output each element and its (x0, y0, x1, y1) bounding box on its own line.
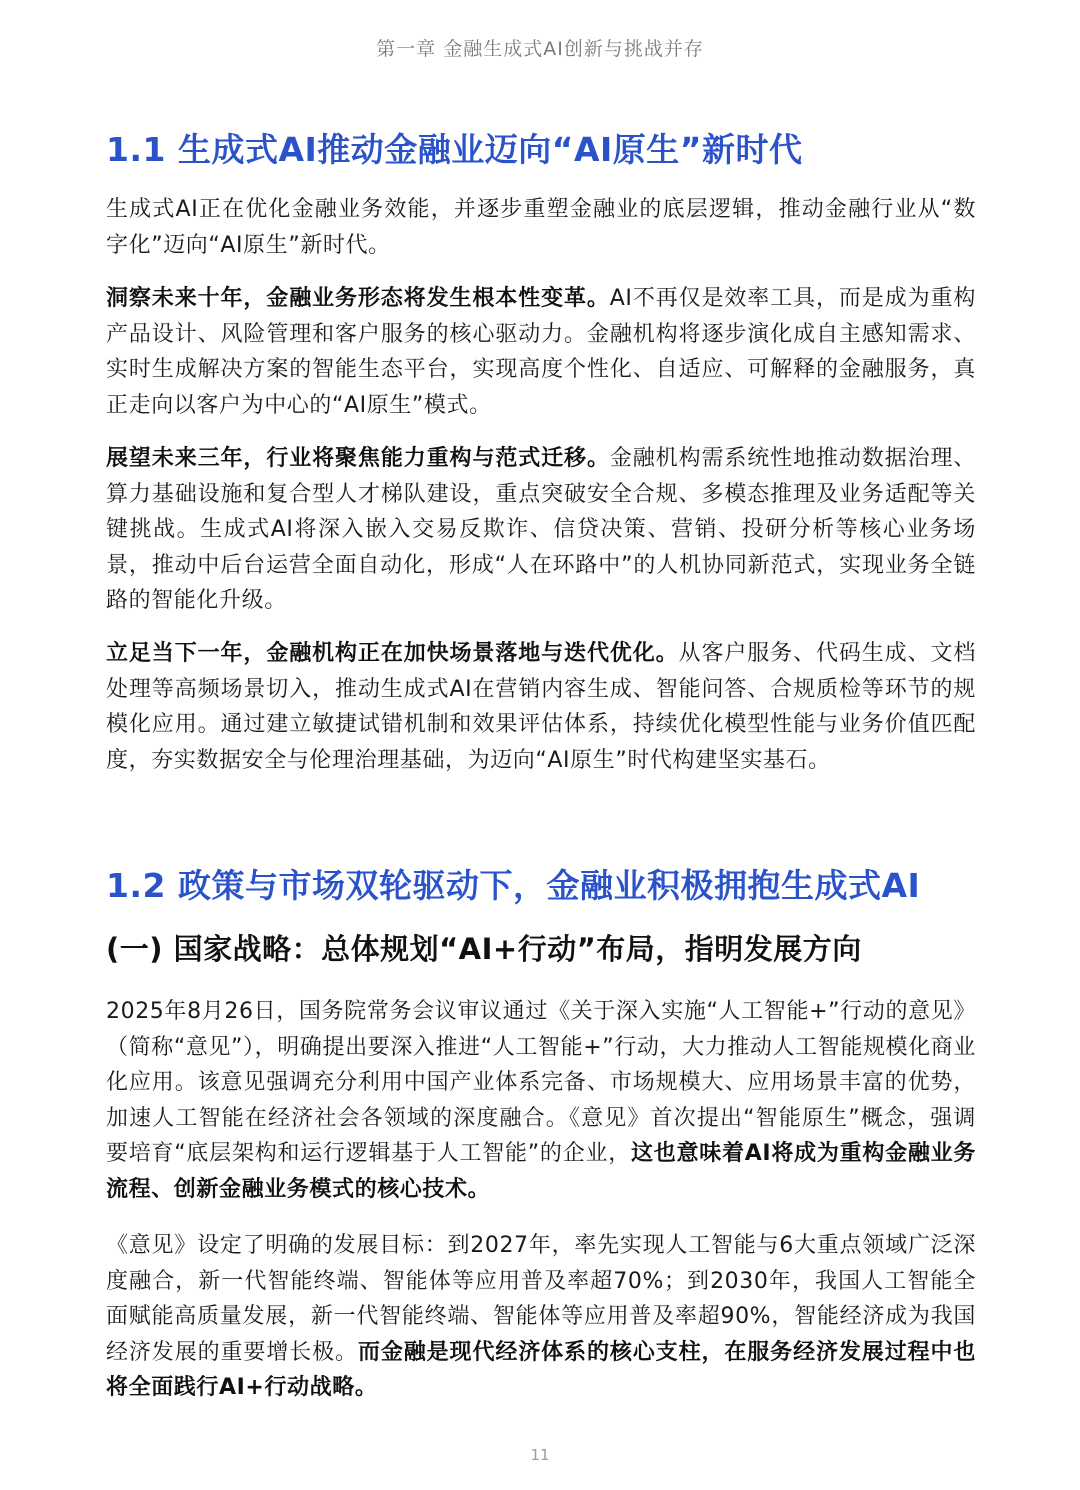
policy-bold: 这也意味着AI将成为重构金融业务流程、创新金融业务模式的核心技术。 (106, 1141, 976, 1202)
intro-text: 生成式AI正在优化金融业务效能，并逐步重塑金融业的底层逻辑，推动金融行业从“数字化”迈向“AI原生”新时代。 (106, 197, 976, 258)
paragraph-intro (106, 192, 976, 263)
policy-body: 2025年8月26日，国务院常务会议审议通过《关于深入实施“人工智能+”行动的意见》（简称“意见”），明确提出要深入推进“人工智能+”行动，大力推动人工智能规模化商业化应用。该意见强调充分利用中国产业体系完备、市场规模大、应用场景丰富的优势，加速人工智能在经济社会各领域的深度融合。《意见》首次提出“智能原生”概念，强调要培育“底层架构和运行逻辑基于人工智能”的企业， (106, 999, 976, 1166)
ten-years-body: AI不再仅是效率工具，而是成为重构产品设计、风险管理和客户服务的核心驱动力。金融机构将逐步演化成自主感知需求、实时生成解决方案的智能生态平台，实现高度个性化、自适应、可解释的金融服务，真正走向以客户为中心的“AI原生”模式。 (106, 286, 976, 418)
goals-bold: 而金融是现代经济体系的核心支柱，在服务经济发展过程中也将全面践行AI+行动战略。 (106, 1339, 977, 1400)
one-year-text (106, 636, 976, 778)
section-heading-1-1: 1.1 生成式AI推动金融业迈向“AI原生”新时代 (106, 130, 803, 169)
paragraph-one-year (106, 636, 976, 778)
paragraph-policy (106, 994, 976, 1207)
ten-years-text (106, 281, 976, 423)
paragraph-ten-years (106, 281, 976, 423)
three-years-text (106, 441, 976, 619)
one-year-lead: 立足当下一年，金融机构正在加快场景落地与迭代优化。 (106, 641, 679, 666)
goals-body: 《意见》设定了明确的发展目标：到2027年，率先实现人工智能与6大重点领域广泛深度融合，新一代智能终端、智能体等应用普及率超70%；到2030年，我国人工智能全面赋能高质量发展，新一代智能终端、智能体等应用普及率超90%，智能经济成为我国经济发展的重要增长极。 (106, 1233, 976, 1365)
section-heading-1-2: 1.2 政策与市场双轮驱动下，金融业积极拥抱生成式AI (106, 866, 921, 905)
one-year-body: 从客户服务、代码生成、文档处理等高频场景切入，推动生成式AI在营销内容生成、智能问答、合规质检等环节的规模化应用。通过建立敏捷试错机制和效果评估体系，持续优化模型性能与业务价值匹配度，夯实数据安全与伦理治理基础，为迈向“AI原生”时代构建坚实基石。 (106, 641, 976, 773)
paragraph-three-years (106, 441, 976, 619)
three-years-body: 金融机构需系统性地推动数据治理、算力基础设施和复合型人才梯队建设，重点突破安全合规、多模态推理及业务适配等关键挑战。生成式AI将深入嵌入交易反欺诈、信贷决策、营销、投研分析等核心业务场景，推动中后台运营全面自动化，形成“人在环路中”的人机协同新范式，实现业务全链路的智能化升级。 (106, 446, 976, 613)
goals-text (106, 1228, 976, 1406)
paragraph-goals (106, 1228, 976, 1406)
policy-text (106, 994, 976, 1207)
running-header: 第一章 金融生成式AI创新与挑战并存 (376, 38, 704, 60)
three-years-lead: 展望未来三年，行业将聚焦能力重构与范式迁移。 (106, 446, 610, 471)
subsection-heading-national-strategy: (一) 国家战略：总体规划“AI+行动”布局，指明发展方向 (106, 932, 862, 966)
page-number: 11 (530, 1446, 550, 1464)
ten-years-lead: 洞察未来十年，金融业务形态将发生根本性变革。 (106, 286, 610, 311)
